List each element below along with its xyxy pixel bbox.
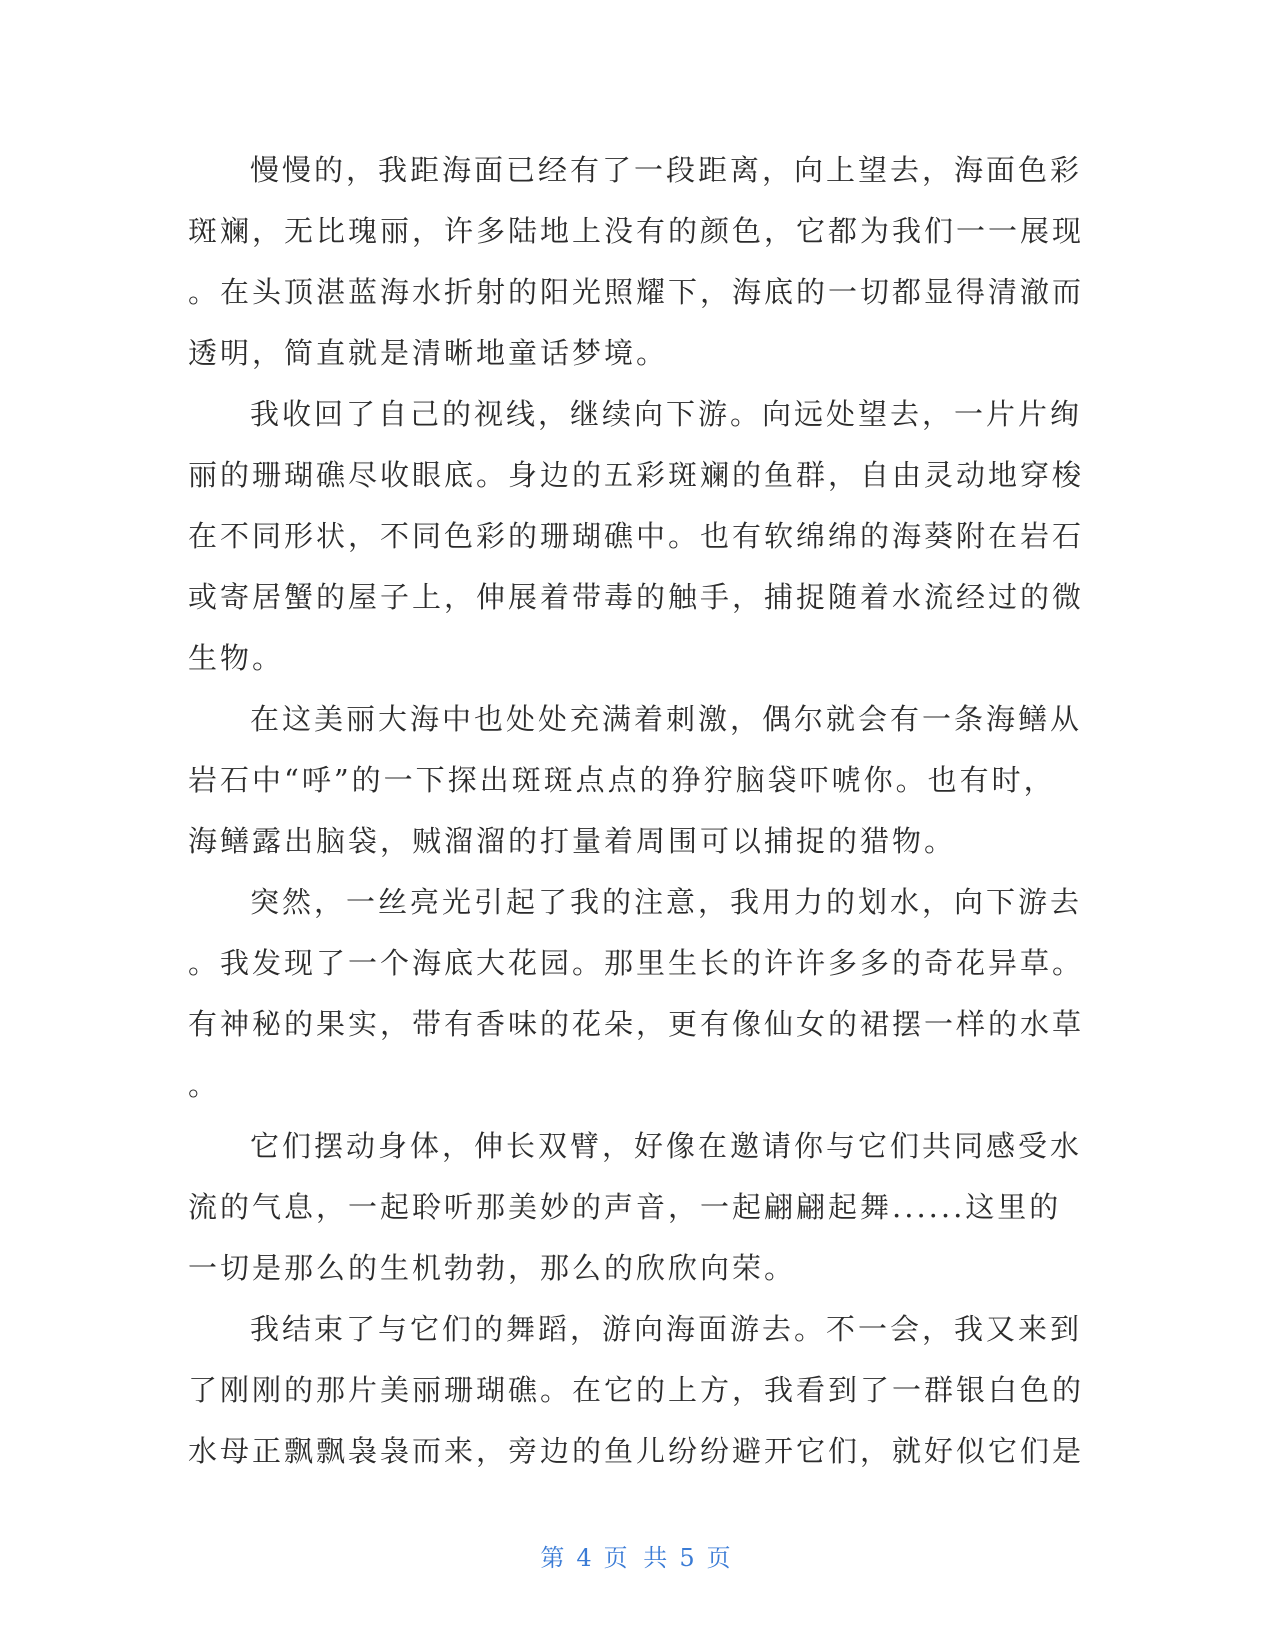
- text-line: 透明，简直就是清晰地童话梦境。: [188, 336, 669, 370]
- paragraph-4: [188, 872, 1085, 1116]
- text-line: 丽的珊瑚礁尽收眼底。身边的五彩斑斓的鱼群，自由灵动地穿梭: [188, 458, 1085, 492]
- text-line: 生物。: [188, 641, 285, 675]
- text-line: 我结束了与它们的舞蹈，游向海面游去。不一会，我又来到: [250, 1312, 1083, 1346]
- current-page-number: 4: [576, 1544, 596, 1572]
- text-line: 慢慢的，我距海面已经有了一段距离，向上望去，海面色彩: [250, 153, 1083, 187]
- text-line: 一切是那么的生机勃勃，那么的欣欣向荣。: [188, 1251, 797, 1285]
- text-line: 。我发现了一个海底大花园。那里生长的许许多多的奇花异草。: [188, 946, 1085, 980]
- footer-middle: 页 共: [603, 1544, 672, 1572]
- text-line: 斑斓，无比瑰丽，许多陆地上没有的颜色，它都为我们一一展现: [188, 214, 1085, 248]
- paragraph-2: [188, 384, 1085, 689]
- text-line: 它们摆动身体，伸长双臂，好像在邀请你与它们共同感受水: [250, 1129, 1083, 1163]
- text-line: 或寄居蟹的屋子上，伸展着带毒的触手，捕捉随着水流经过的微: [188, 580, 1085, 614]
- text-line: 海鳝露出脑袋，贼溜溜的打量着周围可以捕捉的猎物。: [188, 824, 957, 858]
- page-footer: [0, 1538, 1275, 1573]
- text-line: 流的气息，一起聆听那美妙的声音，一起翩翩起舞......这里的: [188, 1190, 1062, 1224]
- text-line: 岩石中“呼”的一下探出斑斑点点的狰狞脑袋吓唬你。也有时，: [188, 763, 1056, 797]
- total-pages-number: 5: [679, 1544, 699, 1572]
- text-line: 突然，一丝亮光引起了我的注意，我用力的划水，向下游去: [250, 885, 1083, 919]
- text-line: 。在头顶湛蓝海水折射的阳光照耀下，海底的一切都显得清澈而: [188, 275, 1085, 309]
- text-line: 水母正飘飘袅袅而来，旁边的鱼儿纷纷避开它们，就好似它们是: [188, 1434, 1085, 1468]
- footer-prefix: 第: [540, 1544, 569, 1572]
- text-line: 在这美丽大海中也处处充满着刺激，偶尔就会有一条海鳝从: [250, 702, 1083, 736]
- text-line: 在不同形状，不同色彩的珊瑚礁中。也有软绵绵的海葵附在岩石: [188, 519, 1085, 553]
- text-line: 有神秘的果实，带有香味的花朵，更有像仙女的裙摆一样的水草: [188, 1007, 1085, 1041]
- text-line: 。: [188, 1068, 221, 1102]
- footer-suffix: 页: [706, 1544, 735, 1572]
- paragraph-1: [188, 140, 1085, 384]
- paragraph-3: [188, 689, 1083, 872]
- paragraph-5: [188, 1116, 1083, 1299]
- paragraph-6: [188, 1299, 1085, 1482]
- text-line: 我收回了自己的视线，继续向下游。向远处望去，一片片绚: [250, 397, 1083, 431]
- document-body: [188, 140, 1085, 1482]
- text-line: 了刚刚的那片美丽珊瑚礁。在它的上方，我看到了一群银白色的: [188, 1373, 1085, 1407]
